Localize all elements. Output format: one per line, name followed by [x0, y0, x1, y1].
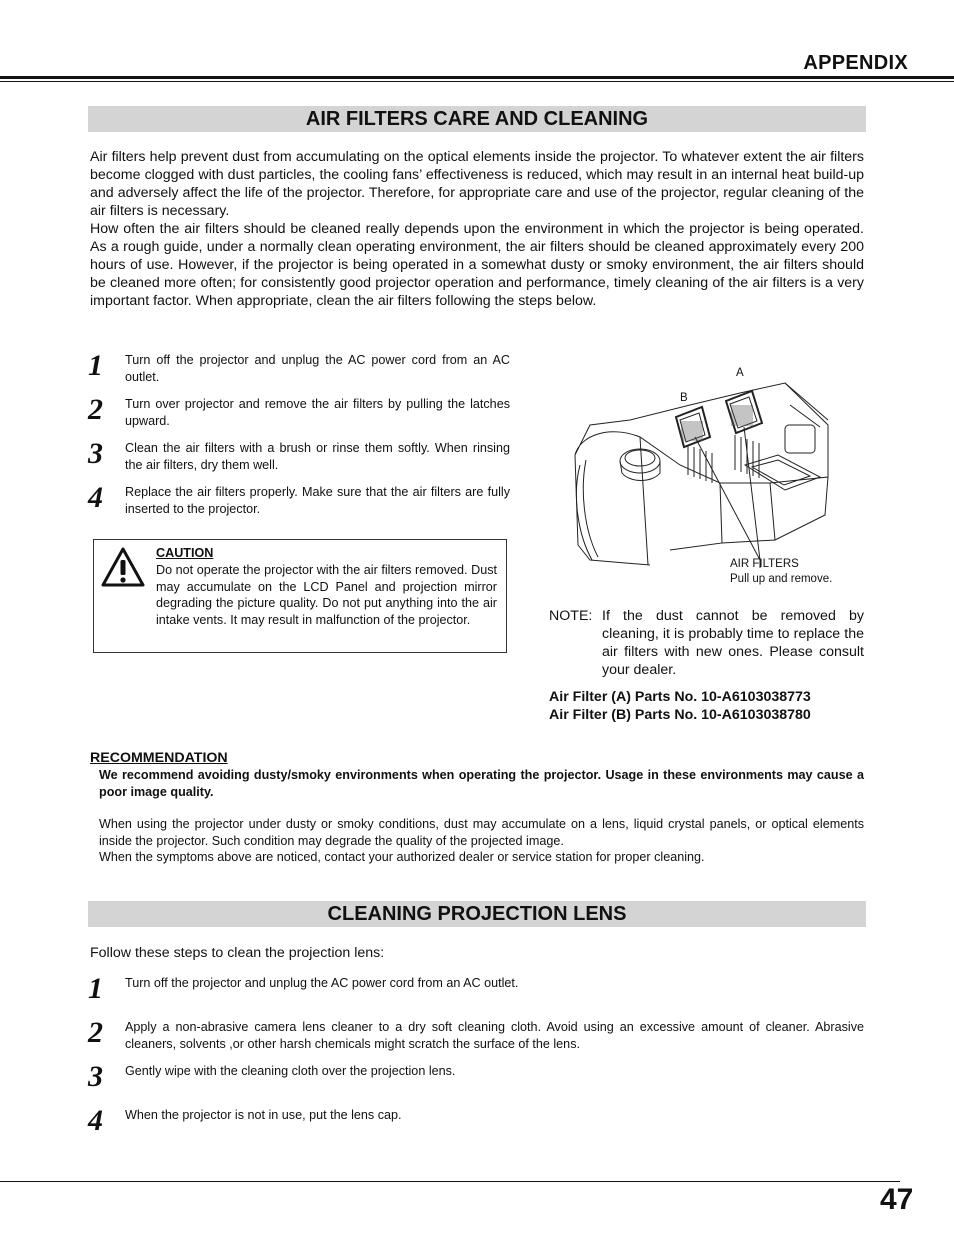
- section-header: APPENDIX: [803, 52, 908, 74]
- filter-b-label: B: [680, 392, 688, 404]
- filter-step-1-text: Turn off the projector and unplug the AC power cord from an AC outlet.: [125, 353, 510, 384]
- figure-caption-sub: Pull up and remove.: [730, 573, 833, 585]
- recommendation-text-2: When the symptoms above are noticed, contact your authorized dealer or service station for proper cleaning.: [99, 850, 705, 864]
- note-text: If the dust cannot be removed by cleaning, it is probably time to replace the air filters with new ones. Please consult your dealer.: [602, 608, 864, 678]
- caution-title: CAUTION: [156, 546, 214, 560]
- recommendation-text-1: When using the projector under dusty or smoky conditions, dust may accumulate on a lens, liquid crystal panels, or optical elements inside the projector. Such condition may degrade the quality of the projected image.: [99, 817, 864, 848]
- lens-step-3-number: 3: [88, 1060, 103, 1093]
- recommendation-bold-text: We recommend avoiding dusty/smoky environments when operating the projector. Usage in these environments may cause a poor image quality.: [99, 768, 864, 799]
- filter-step-2-number: 2: [88, 393, 103, 426]
- warning-triangle-icon: [100, 546, 146, 588]
- projector-air-filter-illustration: [570, 365, 830, 570]
- footer-rule: [0, 1181, 900, 1182]
- filter-step-3-text: Clean the air filters with a brush or rinse them softly. When rinsing the air filters, dry them well.: [125, 441, 510, 472]
- intro-paragraph-1: Air filters help prevent dust from accumulating on the optical elements inside the projector. To whatever extent the air filters become clogged with dust particles, the cooling fans’ effectiveness is reduced, which may result in an internal heat build-up and adversely affect the life of the projector. Therefore, for appropriate care and use of the projector, regular cleaning of the air filters is necessary.: [90, 149, 864, 219]
- recommendation-title: RECOMMENDATION: [90, 750, 228, 766]
- lens-step-4-text: When the projector is not in use, put the lens cap.: [125, 1108, 402, 1122]
- filter-step-4-text: Replace the air filters properly. Make sure that the air filters are fully inserted to the projector.: [125, 485, 510, 516]
- header-rule-thick: [0, 76, 954, 79]
- lens-step-2-text: Apply a non-abrasive camera lens cleaner to a dry soft cleaning cloth. Avoid using an excessive amount of cleaner. Abrasive cleaners, solvents ,or other harsh chemicals might scratch the surface of the lens.: [125, 1020, 864, 1051]
- page-number: 47: [880, 1183, 914, 1216]
- lens-intro: Follow these steps to clean the projection lens:: [90, 945, 385, 961]
- lens-step-1-number: 1: [88, 972, 103, 1005]
- parts-number-a: Air Filter (A) Parts No. 10-A6103038773: [549, 689, 811, 705]
- parts-number-b: Air Filter (B) Parts No. 10-A6103038780: [549, 707, 811, 723]
- note-label: NOTE:: [549, 608, 593, 624]
- filter-step-3-number: 3: [88, 437, 103, 470]
- caution-text: Do not operate the projector with the air filters removed. Dust may accumulate on the LCD Panel and projection mirror degrading the picture quality. Do not put anything into the air intake vents. It may result in malfunction of the projector.: [156, 563, 497, 627]
- filter-step-1-number: 1: [88, 349, 103, 382]
- figure-caption-title: AIR FILTERS: [730, 558, 799, 570]
- lens-step-2-number: 2: [88, 1016, 103, 1049]
- filter-step-4-number: 4: [88, 481, 103, 514]
- air-filters-title: AIR FILTERS CARE AND CLEANING: [88, 106, 866, 132]
- filter-a-label: A: [736, 367, 744, 379]
- lens-step-3-text: Gently wipe with the cleaning cloth over the projection lens.: [125, 1064, 456, 1078]
- lens-cleaning-title: CLEANING PROJECTION LENS: [88, 901, 866, 927]
- lens-step-4-number: 4: [88, 1104, 103, 1137]
- filter-step-2-text: Turn over projector and remove the air filters by pulling the latches upward.: [125, 397, 510, 428]
- lens-step-1-text: Turn off the projector and unplug the AC power cord from an AC outlet.: [125, 976, 519, 990]
- intro-paragraph-2: How often the air filters should be cleaned really depends upon the environment in which the projector is being operated. As a rough guide, under a normally clean operating environment, the air filters should be cleaned approximately every 200 hours of use. However, if the projector is being operated in a somewhat dusty or smoky environment, the air filters should be cleaned more often; for consistently good projector operation and performance, timely cleaning of the air filters is a very important factor. When appropriate, clean the air filters following the steps below.: [90, 221, 864, 309]
- header-rule-thin: [0, 81, 954, 82]
